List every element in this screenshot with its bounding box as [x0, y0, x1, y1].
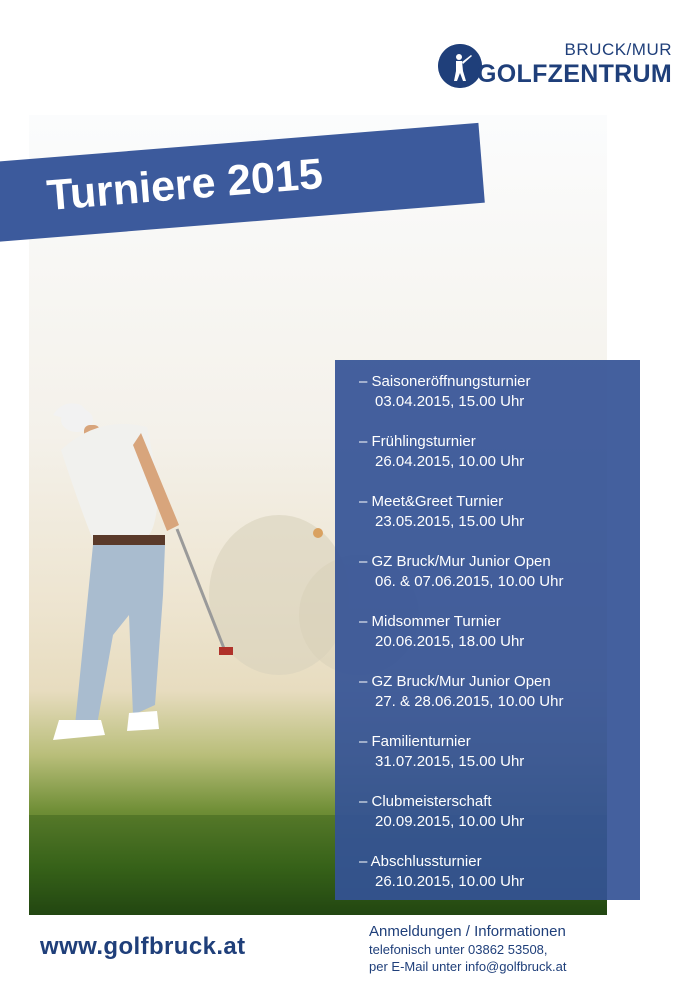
website-link[interactable]: www.golfbruck.at [40, 933, 246, 960]
list-item [335, 552, 640, 612]
event-name: – Clubmeisterschaft [359, 793, 492, 810]
list-item [335, 672, 640, 732]
event-name: – Midsommer Turnier [359, 613, 501, 630]
event-name: – Frühlingsturnier [359, 433, 476, 450]
event-date: 20.06.2015, 18.00 Uhr [375, 633, 525, 650]
logo-location: BRUCK/MUR [564, 40, 672, 59]
list-item [335, 852, 640, 912]
event-name: – Familienturnier [359, 733, 471, 750]
golfer-figure [53, 403, 233, 740]
page-title: Turniere 2015 [45, 149, 325, 221]
golfer-silhouette-icon [438, 44, 482, 88]
event-date: 20.09.2015, 10.00 Uhr [375, 813, 525, 830]
event-date: 27. & 28.06.2015, 10.00 Uhr [375, 693, 564, 710]
contact-title: Anmeldungen / Informationen [369, 923, 566, 940]
event-list [335, 360, 640, 900]
contact-email[interactable]: per E-Mail unter info@golfbruck.at [369, 959, 567, 974]
event-date: 06. & 07.06.2015, 10.00 Uhr [375, 573, 564, 590]
event-name: – GZ Bruck/Mur Junior Open [359, 553, 551, 570]
contact-info [369, 922, 566, 975]
list-item [335, 432, 640, 492]
list-item [335, 792, 640, 852]
list-item [335, 372, 640, 432]
list-item [335, 492, 640, 552]
event-date: 23.05.2015, 15.00 Uhr [375, 513, 525, 530]
event-date: 31.07.2015, 15.00 Uhr [375, 753, 525, 770]
event-name: – Abschlussturnier [359, 853, 482, 870]
event-name: – GZ Bruck/Mur Junior Open [359, 673, 551, 690]
brand-logo [438, 40, 678, 90]
event-name: – Meet&Greet Turnier [359, 493, 504, 510]
event-date: 26.04.2015, 10.00 Uhr [375, 453, 525, 470]
contact-phone: telefonisch unter 03862 53508, [369, 942, 548, 957]
event-date: 03.04.2015, 15.00 Uhr [375, 393, 525, 410]
event-date: 26.10.2015, 10.00 Uhr [375, 873, 525, 890]
logo-name: GOLFZENTRUM [477, 60, 672, 88]
event-name: – Saisoneröffnungsturnier [359, 373, 531, 390]
list-item [335, 612, 640, 672]
list-item [335, 732, 640, 792]
